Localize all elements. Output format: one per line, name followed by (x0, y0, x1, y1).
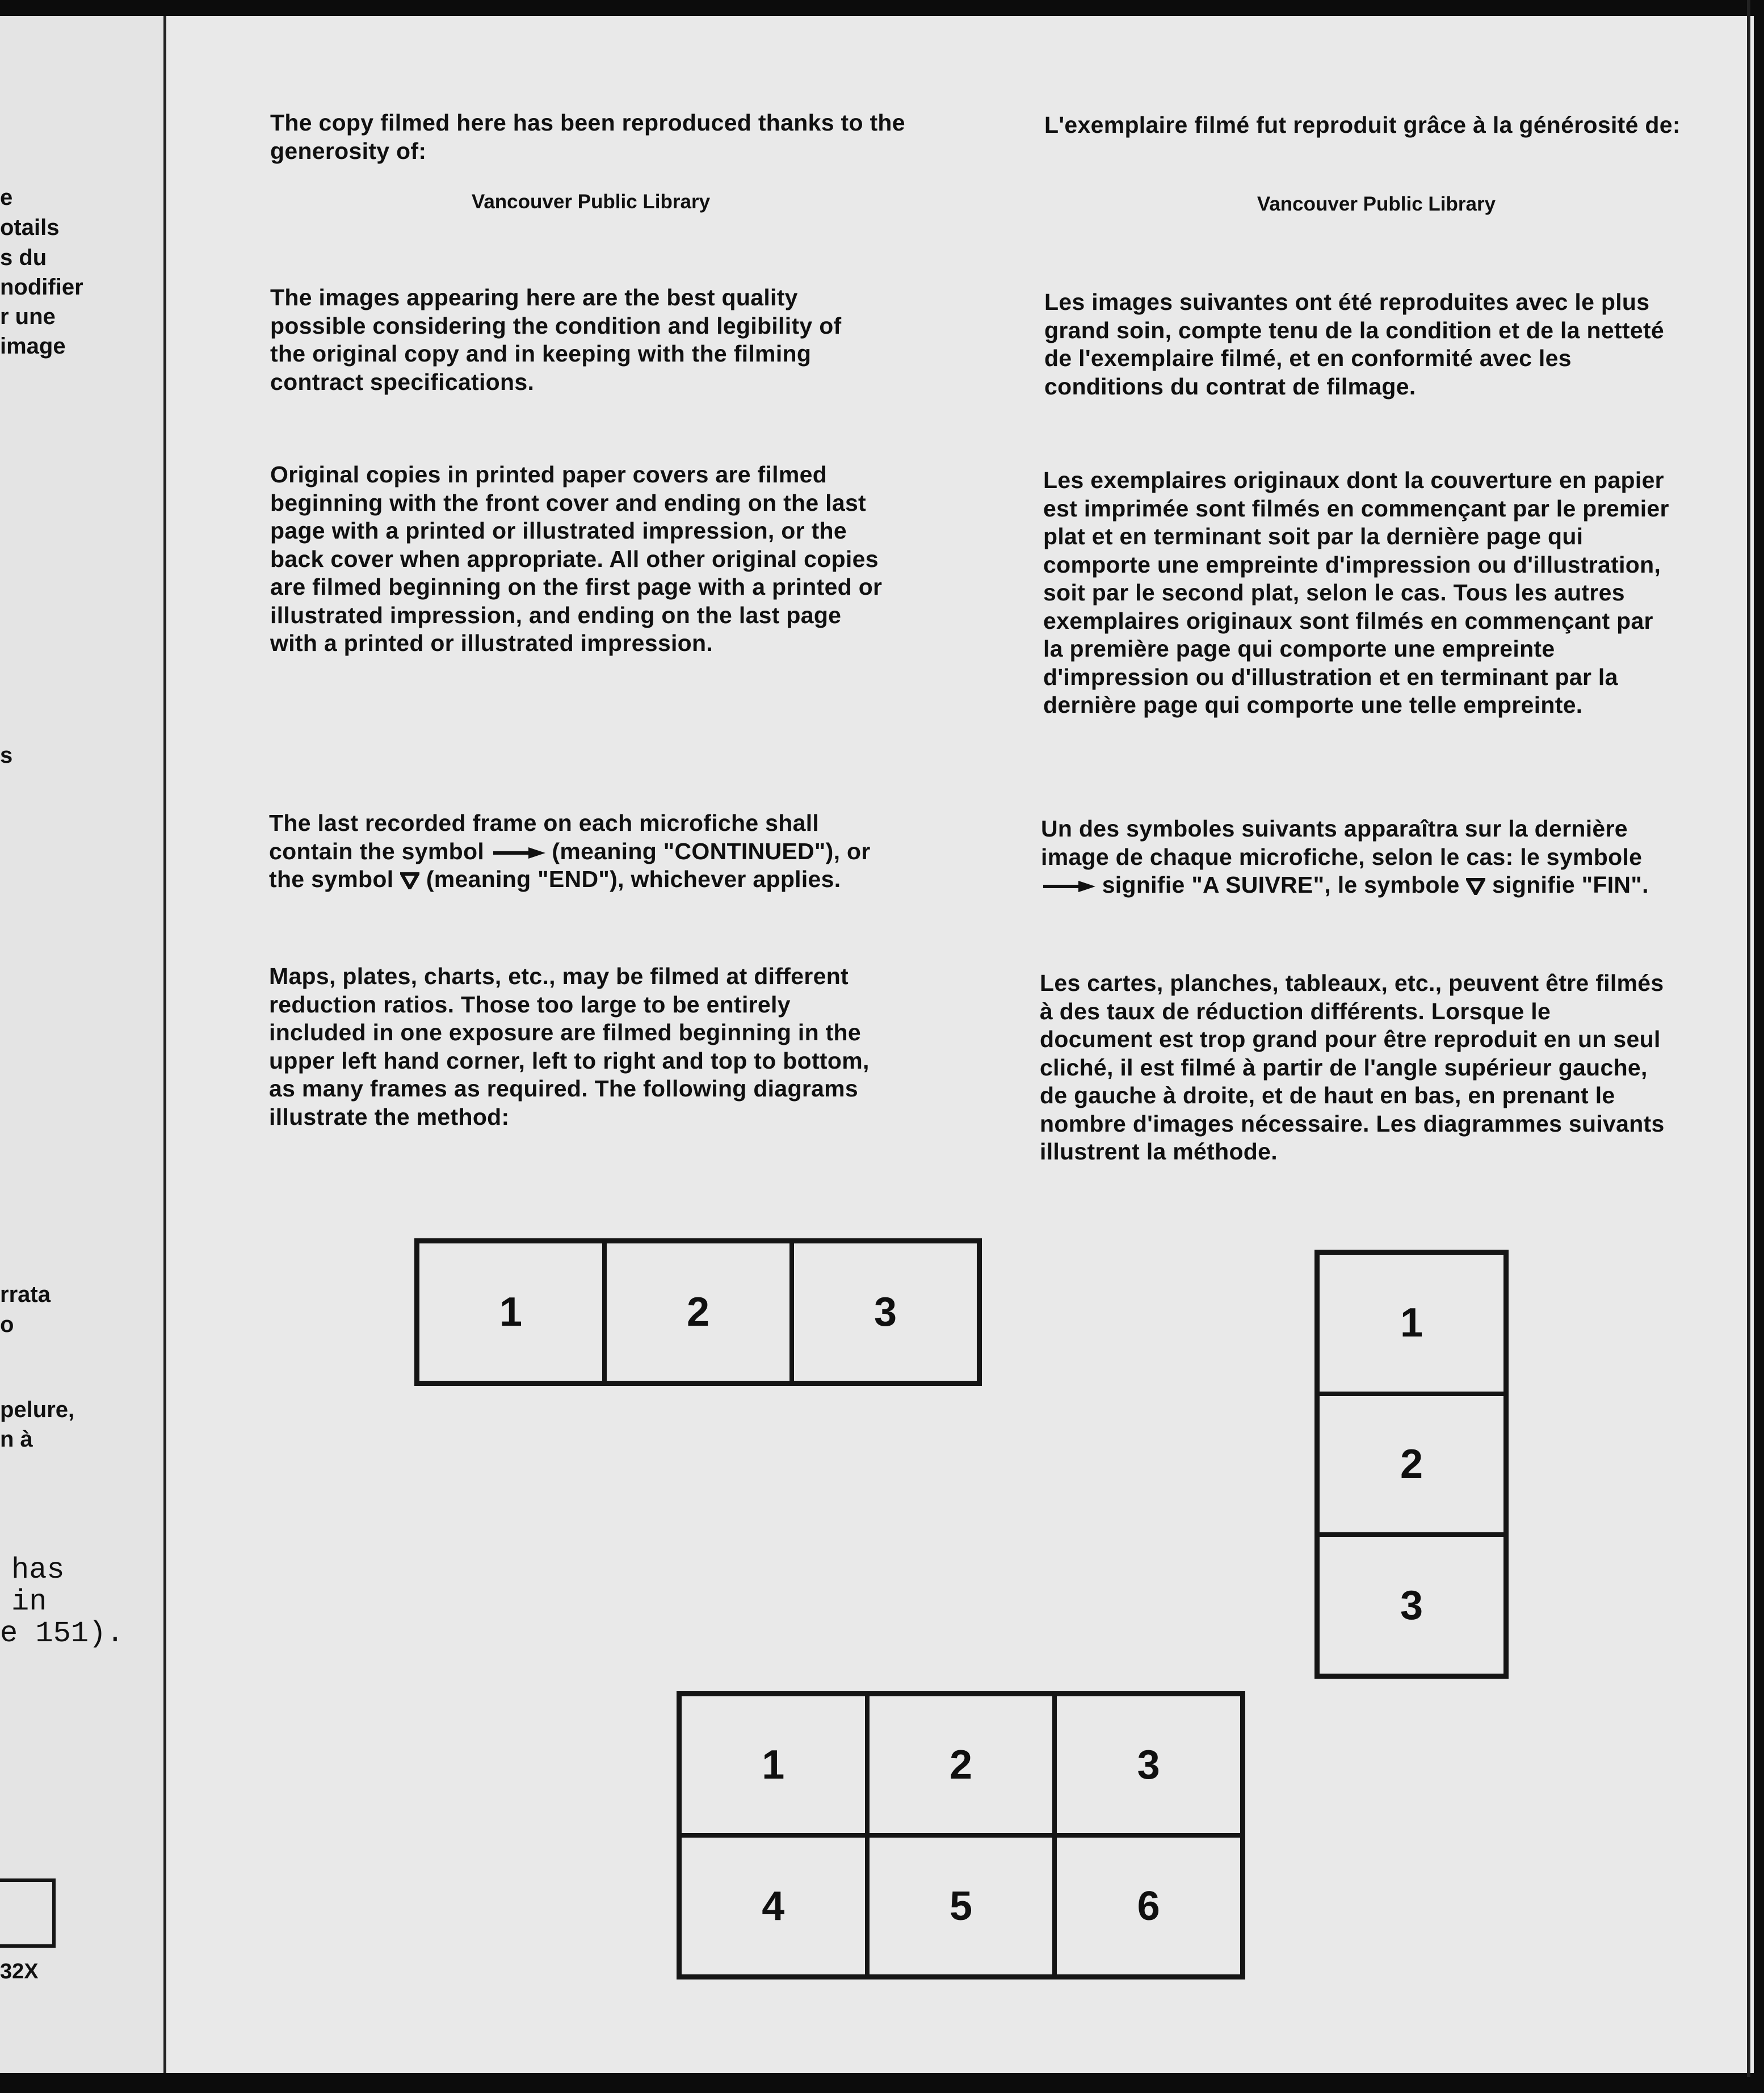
fin-triangle-icon (1466, 878, 1485, 895)
frame-cell: 3 (792, 1241, 979, 1383)
end-triangle-icon (400, 872, 419, 889)
fragment: n à (0, 1427, 33, 1452)
fr-acknowledgement: L'exemplaire filmé fut reproduit grâce à la générosité de: (1044, 112, 1681, 138)
continued-arrow-icon (491, 847, 545, 859)
page-edge-left (163, 16, 166, 2073)
frame-cell: 5 (867, 1835, 1055, 1977)
fragment: nodifier (0, 275, 83, 300)
frame-cell: 6 (1055, 1835, 1242, 1977)
frame-cell: 1 (1317, 1253, 1506, 1394)
fragment: s du (0, 245, 47, 270)
fr-symbols-text-a: Un des symboles suivants apparaîtra sur la dernière image de chaque microfiche, selon le cas: le symbole (1041, 816, 1643, 870)
frame-cell: 2 (1317, 1394, 1506, 1535)
typed-line: in (11, 1585, 47, 1619)
a-suivre-arrow-icon (1041, 881, 1095, 892)
en-symbols-text-c: (meaning "END"), whichever applies. (426, 866, 841, 892)
fragment: otails (0, 215, 60, 240)
fr-quality-note: Les images suivantes ont été reproduites avec le plus grand soin, compte tenu de la condition et de la netteté de l'exemplaire filmé, et en conformité avec les conditions du contrat de filmage. (1044, 289, 1665, 400)
typed-line: has (11, 1553, 65, 1587)
fragment: pelure, (0, 1397, 75, 1422)
en-quality-note: The images appearing here are the best quality possible considering the condition and legibility of the original copy and in keeping with the filming contract specifications. (270, 284, 842, 395)
en-acknowledgement: The copy filmed here has been reproduced thanks to the generosity of: (270, 110, 905, 164)
fragment: s (0, 743, 13, 768)
page-edge-right (1747, 0, 1750, 2077)
reduction-label: 32X (0, 1960, 39, 1983)
fragment: r une (0, 304, 56, 329)
fr-symbols-note (1041, 815, 1654, 900)
frame-cell: 3 (1317, 1535, 1506, 1676)
frame-cell: 2 (867, 1694, 1055, 1835)
en-filming-order: Original copies in printed paper covers are filmed beginning with the front cover and ending on the last page with a printed or illustrated impression, or the back cover when appropriate. All other original copies are filmed beginning on the first page with a printed or illustrated impression, and ending on the last page with a printed or illustrated impression. (270, 461, 883, 656)
fragment: o (0, 1312, 14, 1337)
fragment: e (0, 185, 13, 210)
diagram-grid-of-six (677, 1691, 1245, 1979)
diagram-row-of-three (414, 1238, 982, 1386)
en-symbols-text-a: The last recorded frame on each microfiche shall contain the symbol (269, 810, 820, 864)
en-symbols-text-b: (meaning "CONTINUED"), or the symbol (269, 838, 871, 892)
en-symbols-note (269, 809, 871, 894)
reduction-box (0, 1878, 56, 1948)
frame-cell: 1 (679, 1694, 867, 1835)
fr-symbols-text-b: signifie "A SUIVRE", le symbole (1102, 872, 1460, 898)
fragment: image (0, 334, 66, 359)
frame-cell: 3 (1055, 1694, 1242, 1835)
fragment: rrata (0, 1282, 51, 1307)
en-maps-note: Maps, plates, charts, etc., may be filmed at different reduction ratios. Those too large to be entirely included in one exposure are filmed beginning in the upper left hand corner, left to right and top to bottom, as many frames as required. The following diagrams illustrate the method: (269, 963, 870, 1130)
frame-cell: 4 (679, 1835, 867, 1977)
fr-symbols-text-c: signifie "FIN". (1492, 872, 1649, 898)
typed-line: e 151). (0, 1617, 124, 1650)
frame-cell: 2 (604, 1241, 792, 1383)
frame-cell: 1 (417, 1241, 604, 1383)
en-library-name: Vancouver Public Library (471, 191, 711, 213)
diagram-column-of-three (1314, 1250, 1509, 1679)
fr-filming-order: Les exemplaires originaux dont la couverture en papier est imprimée sont filmés en commençant par le premier plat et en terminant soit par la dernière page qui comporte une empreinte d'impression ou d'illustration, soit par le second plat, selon le cas. Tous les autres exemplaires originaux sont filmés en commençant par la première page qui comporte une empreinte d'impression ou d'illustration et en terminant par la dernière page qui comporte une telle empreinte. (1043, 467, 1669, 718)
fr-library-name: Vancouver Public Library (1257, 193, 1496, 215)
fr-maps-note: Les cartes, planches, tableaux, etc., peuvent être filmés à des taux de réduction différents. Lorsque le document est trop grand pour être reproduit en un seul cliché, il est filmé à partir de l'angle supérieur gauche, de gauche à droite, et de haut en bas, en prenant le nombre d'images nécessaire. Les diagrammes suivants illustrent la méthode. (1040, 970, 1665, 1165)
